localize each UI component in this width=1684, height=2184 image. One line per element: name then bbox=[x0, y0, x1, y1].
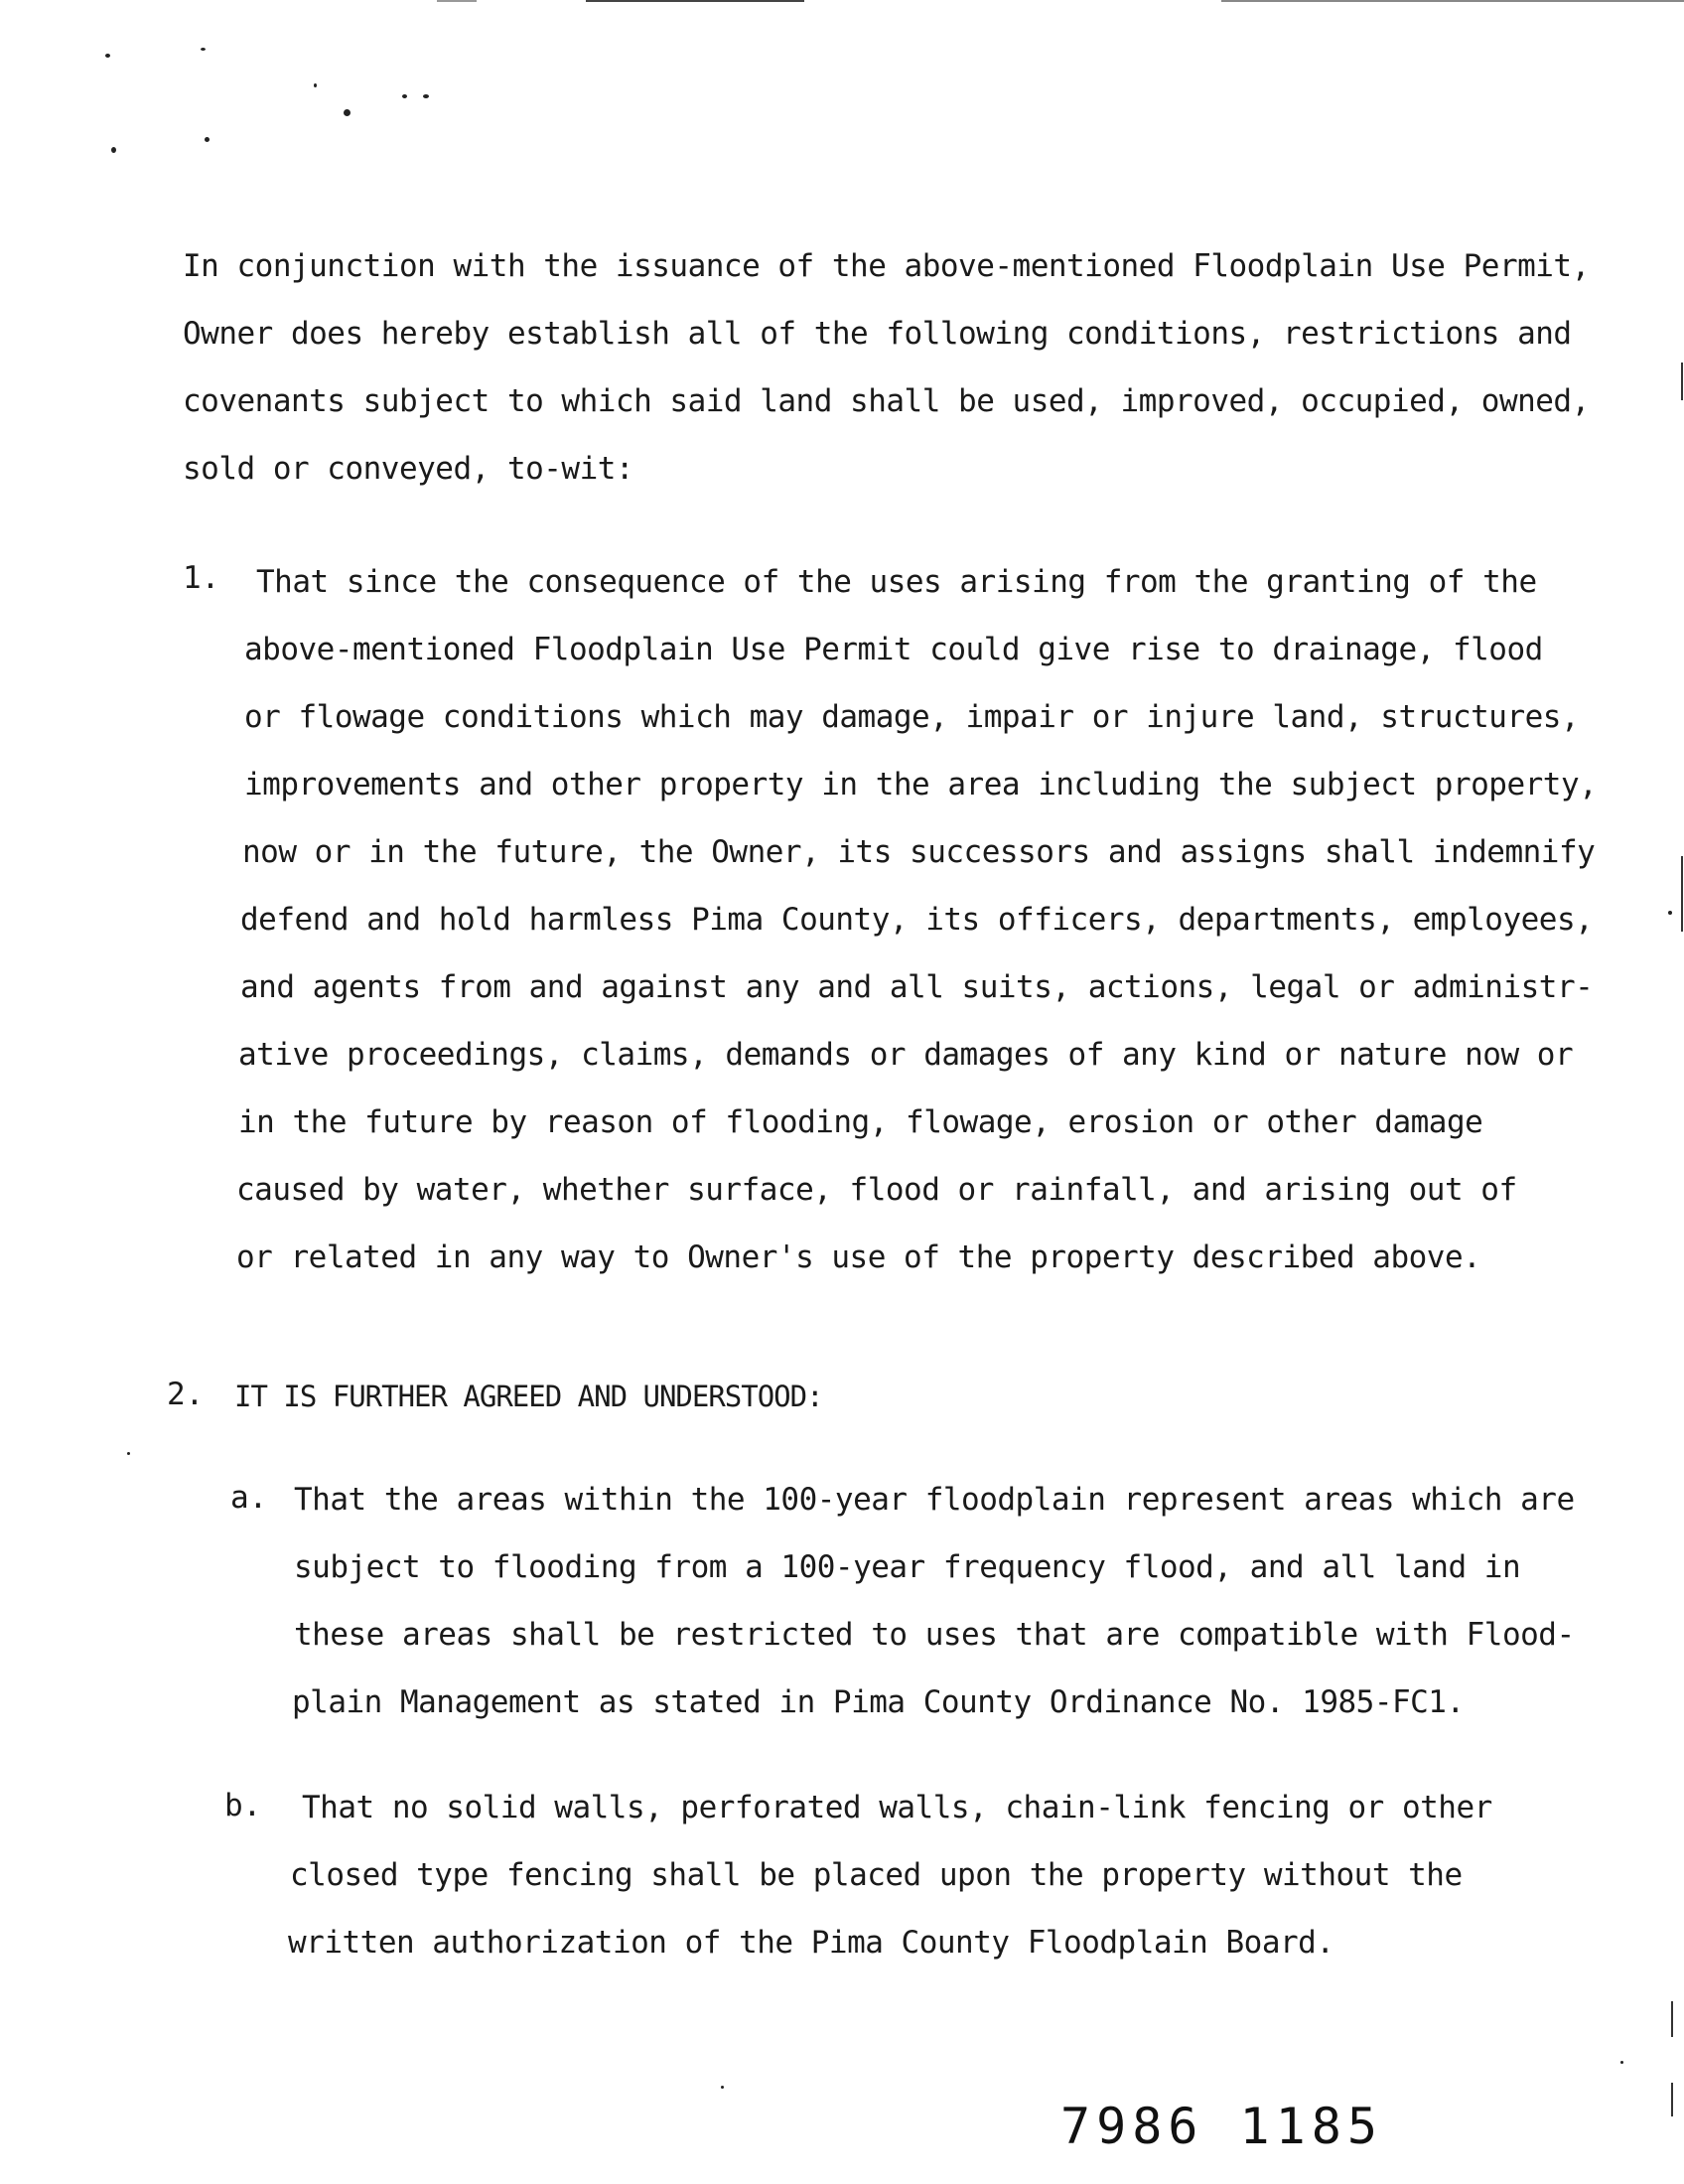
scan-speck bbox=[344, 109, 351, 116]
scan-speck bbox=[201, 48, 206, 51]
item-1-line: above-mentioned Floodplain Use Permit could give rise to drainage, flood bbox=[244, 632, 1543, 667]
item-2b-line: That no solid walls, perforated walls, chain-link fencing or other bbox=[302, 1790, 1492, 1825]
scan-speck bbox=[127, 1452, 130, 1455]
scan-edge-mark bbox=[1681, 363, 1683, 400]
item-1-line: or related in any way to Owner's use of the property described above. bbox=[236, 1239, 1481, 1275]
scan-edge-mark bbox=[1671, 2001, 1673, 2037]
item-2b-line: written authorization of the Pima County Floodplain Board. bbox=[288, 1925, 1334, 1961]
item-1-line: or flowage conditions which may damage, impair or injure land, structures, bbox=[244, 699, 1580, 735]
scan-speck bbox=[105, 54, 110, 58]
item-2b-label: b. bbox=[224, 1788, 262, 1823]
item-2a-line: subject to flooding from a 100-year frequency flood, and all land in bbox=[294, 1549, 1521, 1585]
scan-speck bbox=[205, 137, 210, 142]
item-2-number: 2. bbox=[167, 1377, 205, 1412]
scan-speck bbox=[1668, 911, 1672, 915]
item-1-line: That since the consequence of the uses arising from the granting of the bbox=[256, 564, 1537, 600]
item-1-line: ative proceedings, claims, demands or damages of any kind or nature now or bbox=[238, 1037, 1574, 1073]
scan-speck bbox=[402, 94, 407, 98]
scan-speck bbox=[111, 147, 116, 153]
scan-edge-mark bbox=[1671, 2083, 1673, 2116]
item-1-line: in the future by reason of flooding, flowage, erosion or other damage bbox=[238, 1104, 1483, 1140]
scan-speck bbox=[423, 94, 429, 98]
intro-line: sold or conveyed, to-wit: bbox=[183, 451, 634, 487]
item-2a-line: plain Management as stated in Pima County Ordinance No. 1985-FC1. bbox=[292, 1684, 1465, 1720]
scan-artifact-line bbox=[586, 0, 804, 2]
intro-line: Owner does hereby establish all of the following conditions, restrictions and bbox=[183, 316, 1572, 352]
item-2b-line: closed type fencing shall be placed upon the property without the bbox=[290, 1857, 1463, 1893]
scan-edge-mark bbox=[1681, 856, 1683, 932]
scan-speck bbox=[314, 83, 317, 87]
intro-line: covenants subject to which said land shall be used, improved, occupied, owned, bbox=[183, 383, 1590, 419]
item-2a-label: a. bbox=[230, 1480, 268, 1516]
item-2a-line: these areas shall be restricted to uses that are compatible with Flood- bbox=[294, 1617, 1575, 1653]
intro-line: In conjunction with the issuance of the above-mentioned Floodplain Use Permit, bbox=[183, 248, 1590, 284]
scan-artifact-line bbox=[437, 0, 477, 2]
item-1-line: improvements and other property in the area including the subject property, bbox=[244, 767, 1598, 802]
item-1-line: caused by water, whether surface, flood or rainfall, and arising out of bbox=[236, 1172, 1517, 1208]
item-1-number: 1. bbox=[183, 560, 220, 596]
scan-speck bbox=[721, 2086, 724, 2089]
bates-number: 7986 1185 bbox=[1060, 2098, 1383, 2155]
item-1-line: defend and hold harmless Pima County, its officers, departments, employees, bbox=[240, 902, 1594, 938]
scan-speck bbox=[1620, 2061, 1623, 2064]
scan-artifact-line bbox=[1221, 0, 1684, 2]
item-1-line: now or in the future, the Owner, its successors and assigns shall indemnify bbox=[242, 834, 1596, 870]
item-1-line: and agents from and against any and all suits, actions, legal or administr- bbox=[240, 969, 1594, 1005]
item-2a-line: That the areas within the 100-year floodplain represent areas which are bbox=[294, 1482, 1575, 1518]
item-2-heading: IT IS FURTHER AGREED AND UNDERSTOOD: bbox=[234, 1380, 823, 1413]
